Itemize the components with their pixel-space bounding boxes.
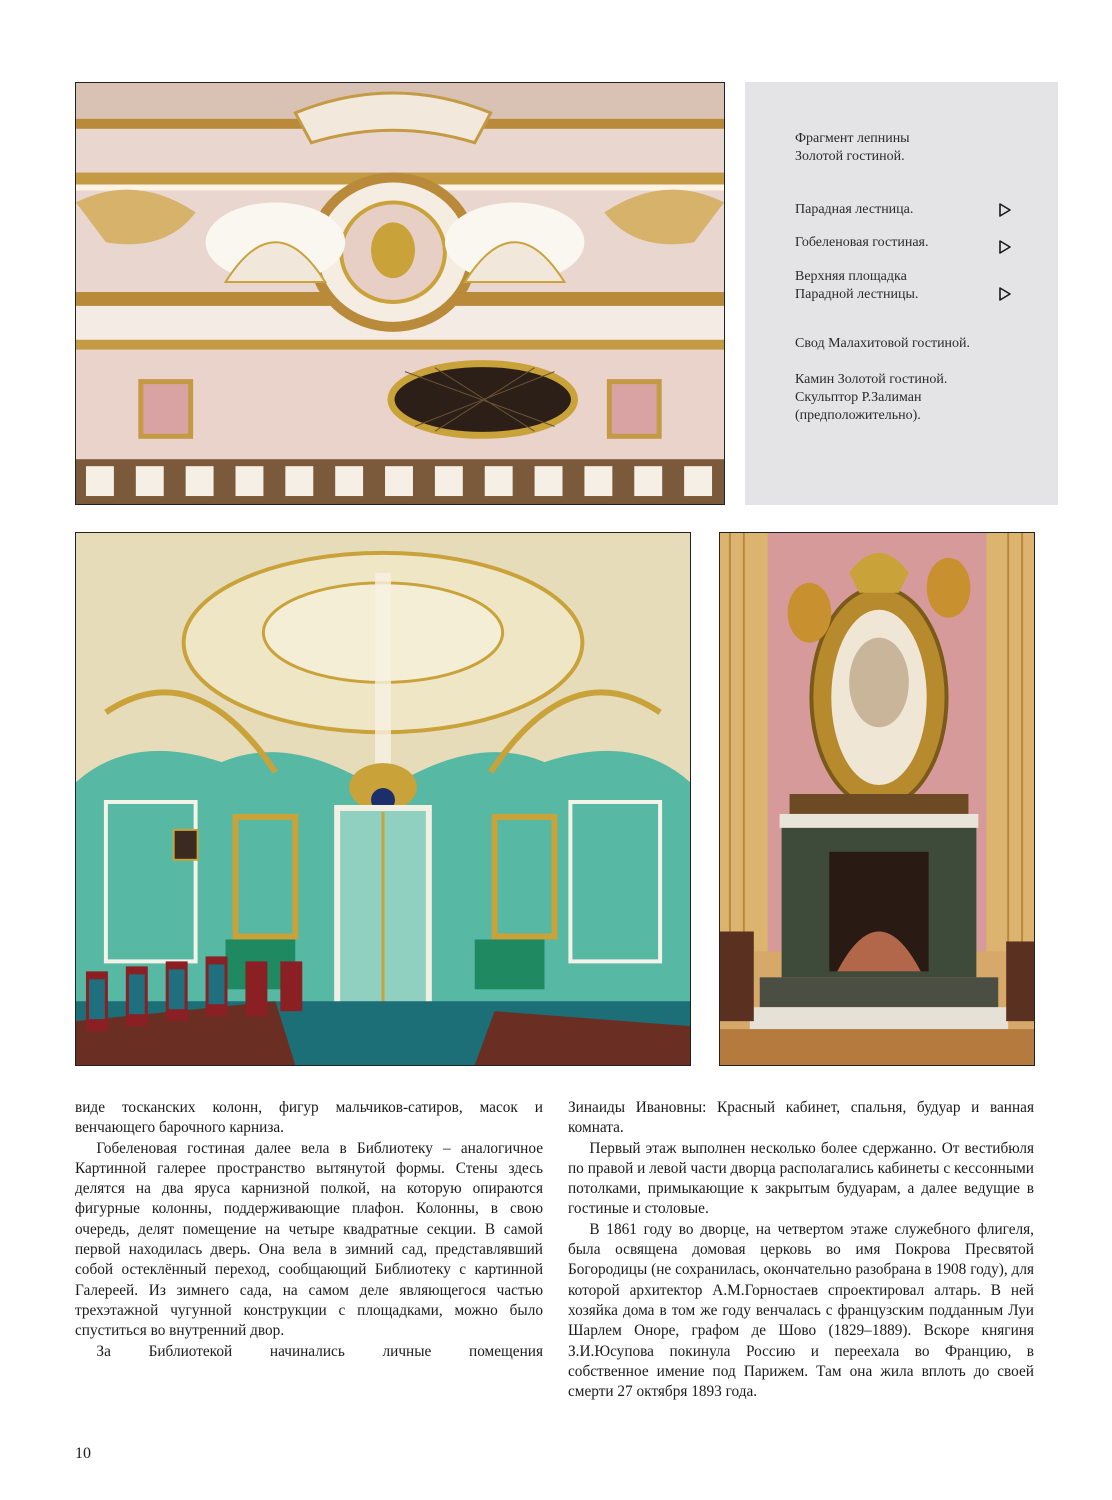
caption-staircase: Парадная лестница. xyxy=(795,202,914,217)
caption-fireplace: Камин Золотой гостиной. Скульптор Р.Залиман (предположительно). xyxy=(795,372,948,423)
page-number: 10 xyxy=(75,1445,91,1462)
paragraph: Гобеленовая гостиная далее вела в Библиотеку – аналогичное Картинной галерее пространство вытянутой формы. Стены здесь делятся на два яруса карнизной полкой, на которую опираются фигурные колонны, поддерживающие плафон. Колонны, в свою очередь, делят помещение на четыре квадратные секции. В самой первой находилась дверь. Она вела в зимний сад, представлявший собой остеклённый переход, сообщающий Библиотеку с картинной Галереей. Из зимнего сада, на самом деле являющегося частью трехэтажной чугунной конструкции с площадками, можно было спуститься во внутренний двор. xyxy=(75,1139,543,1340)
triangle-right-icon xyxy=(998,203,1012,217)
caption-malachite-vault: Свод Малахитовой гостиной. xyxy=(795,336,971,351)
photo-golden-drawing-room-fireplace xyxy=(719,532,1035,1066)
caption-upper-landing: Верхняя площадка Парадной лестницы. xyxy=(795,269,919,302)
caption-panel xyxy=(745,82,1058,505)
triangle-right-icon xyxy=(998,240,1012,254)
paragraph: За Библиотекой начинались личные помещения xyxy=(96,1342,543,1360)
triangle-right-icon xyxy=(998,287,1012,301)
photo-golden-drawing-room-stucco xyxy=(75,82,725,505)
caption-tapestry: Гобеленовая гостиная. xyxy=(795,235,929,250)
text-column-left xyxy=(75,1098,543,1362)
paragraph: Зинаиды Ивановны: Красный кабинет, спальня, будуар и ванная комната. xyxy=(568,1099,1034,1137)
paragraph: виде тосканских колонн, фигур мальчиков-сатиров, масок и венчающего барочного карниза. xyxy=(75,1099,543,1137)
photo-malachite-drawing-room xyxy=(75,532,691,1066)
text-column-right xyxy=(568,1098,1034,1402)
paragraph: В 1861 году во дворце, на четвертом этаже служебного флигеля, была освящена домовая церковь во имя Покрова Пресвятой Богородицы (не сохранилась, окончательно разобрана в 1908 году), для которой архитектор А.М.Горностаев спроектировал алтарь. В ней хозяйка дома в том же году венчалась с французским подданным Луи Шарлем Оноре, графом де Шово (1829–1889). Вскоре княгиня З.И.Юсупова покинула Россию и переехала во Францию, в собственное имение под Парижем. Там она жила вплоть до своей смерти 27 октября 1893 года. xyxy=(568,1220,1034,1401)
paragraph: Первый этаж выполнен несколько более сдержанно. От вестибюля по правой и левой части дворца располагались кабинеты с кессонными потолками, примыкающие к закрытым будуарам, а далее ведущие в гостиные и столовые. xyxy=(568,1139,1034,1218)
caption-stucco: Фрагмент лепнины Золотой гостиной. xyxy=(795,131,910,164)
